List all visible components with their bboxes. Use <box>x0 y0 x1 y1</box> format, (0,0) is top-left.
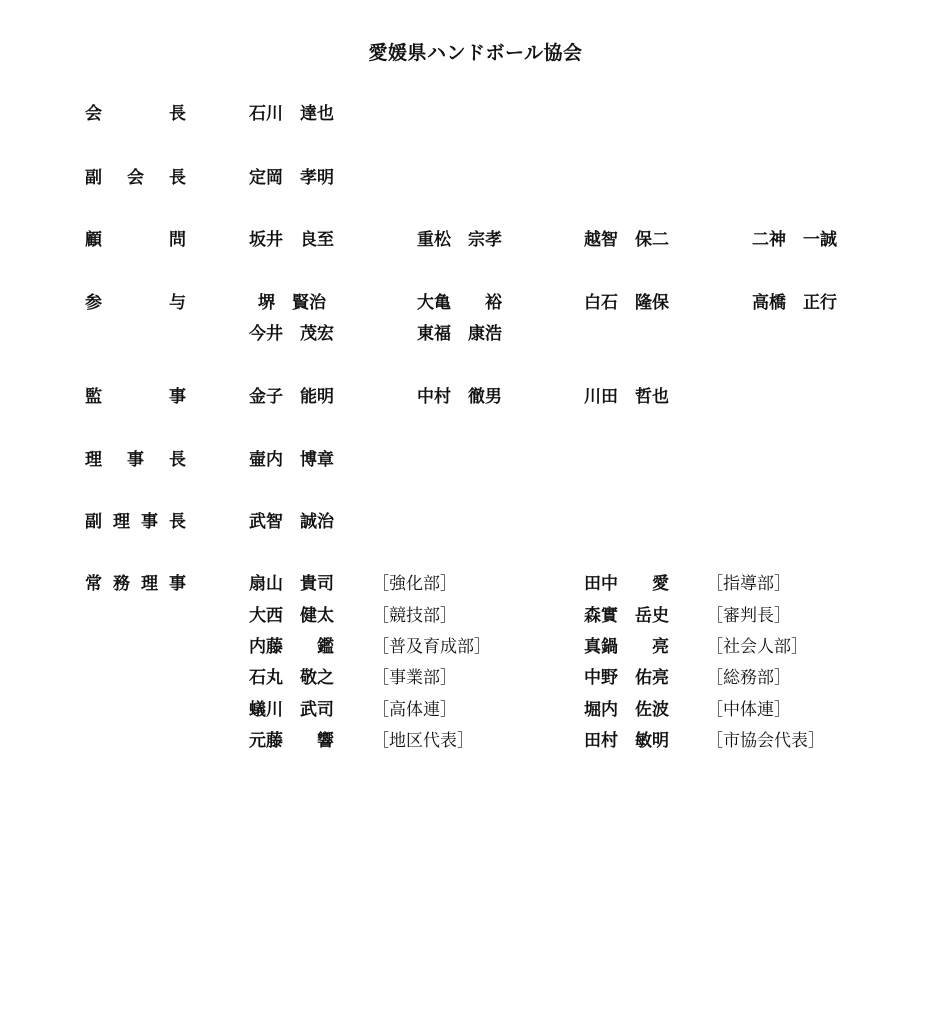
role-label-sanyo: 参 与 <box>85 293 186 313</box>
role-label-komon: 顧 問 <box>85 230 186 250</box>
member-name: 森實 岳史 <box>584 606 669 626</box>
member-name: 白石 隆保 <box>584 293 669 313</box>
member-name: 真鍋 亮 <box>584 637 669 657</box>
member-name: 越智 保二 <box>584 230 669 250</box>
department-label: ［市協会代表］ <box>706 731 825 751</box>
member-name: 東福 康浩 <box>417 324 502 344</box>
member-name: 今井 茂宏 <box>249 324 334 344</box>
member-name: 中村 徹男 <box>417 387 502 407</box>
department-label: ［競技部］ <box>372 606 457 626</box>
member-name: 内藤 鑑 <box>249 637 334 657</box>
member-name: 石丸 敬之 <box>249 668 334 688</box>
role-label-kanji: 監 事 <box>85 387 186 407</box>
member-name: 金子 能明 <box>249 387 334 407</box>
member-name: 蟻川 武司 <box>249 700 334 720</box>
member-name: 元藤 響 <box>249 731 334 751</box>
department-label: ［審判長］ <box>706 606 791 626</box>
department-label: ［普及育成部］ <box>372 637 491 657</box>
department-label: ［総務部］ <box>706 668 791 688</box>
member-name: 中野 佑亮 <box>584 668 669 688</box>
member-name: 定岡 孝明 <box>249 168 334 188</box>
member-name: 田中 愛 <box>584 574 669 594</box>
department-label: ［事業部］ <box>372 668 457 688</box>
department-label: ［社会人部］ <box>706 637 808 657</box>
role-label-fukukaicho: 副 会 長 <box>85 168 186 188</box>
member-name: 壷内 博章 <box>249 450 334 470</box>
role-label-kaicho: 会 長 <box>85 104 186 124</box>
member-name: 川田 哲也 <box>584 387 669 407</box>
page-title: 愛媛県ハンドボール協会 <box>368 42 583 64</box>
member-name: 武智 誠治 <box>249 512 334 532</box>
member-name: 坂井 良至 <box>249 230 334 250</box>
member-name: 大西 健太 <box>249 606 334 626</box>
role-label-jomuriji: 常 務 理 事 <box>85 574 186 594</box>
member-name: 堀内 佐波 <box>584 700 669 720</box>
role-label-fukurijicho: 副 理 事 長 <box>85 512 186 532</box>
role-label-rijicho: 理 事 長 <box>85 450 186 470</box>
department-label: ［強化部］ <box>372 574 457 594</box>
member-name: 重松 宗孝 <box>417 230 502 250</box>
member-name: 大亀 裕 <box>417 293 502 313</box>
member-name: 田村 敏明 <box>584 731 669 751</box>
member-name: 高橋 正行 <box>752 293 837 313</box>
member-name: 石川 達也 <box>249 104 334 124</box>
department-label: ［高体連］ <box>372 700 457 720</box>
department-label: ［指導部］ <box>706 574 791 594</box>
department-label: ［地区代表］ <box>372 731 474 751</box>
member-name: 堺 賢治 <box>258 293 326 313</box>
member-name: 二神 一誠 <box>752 230 837 250</box>
department-label: ［中体連］ <box>706 700 791 720</box>
member-name: 扇山 貴司 <box>249 574 334 594</box>
